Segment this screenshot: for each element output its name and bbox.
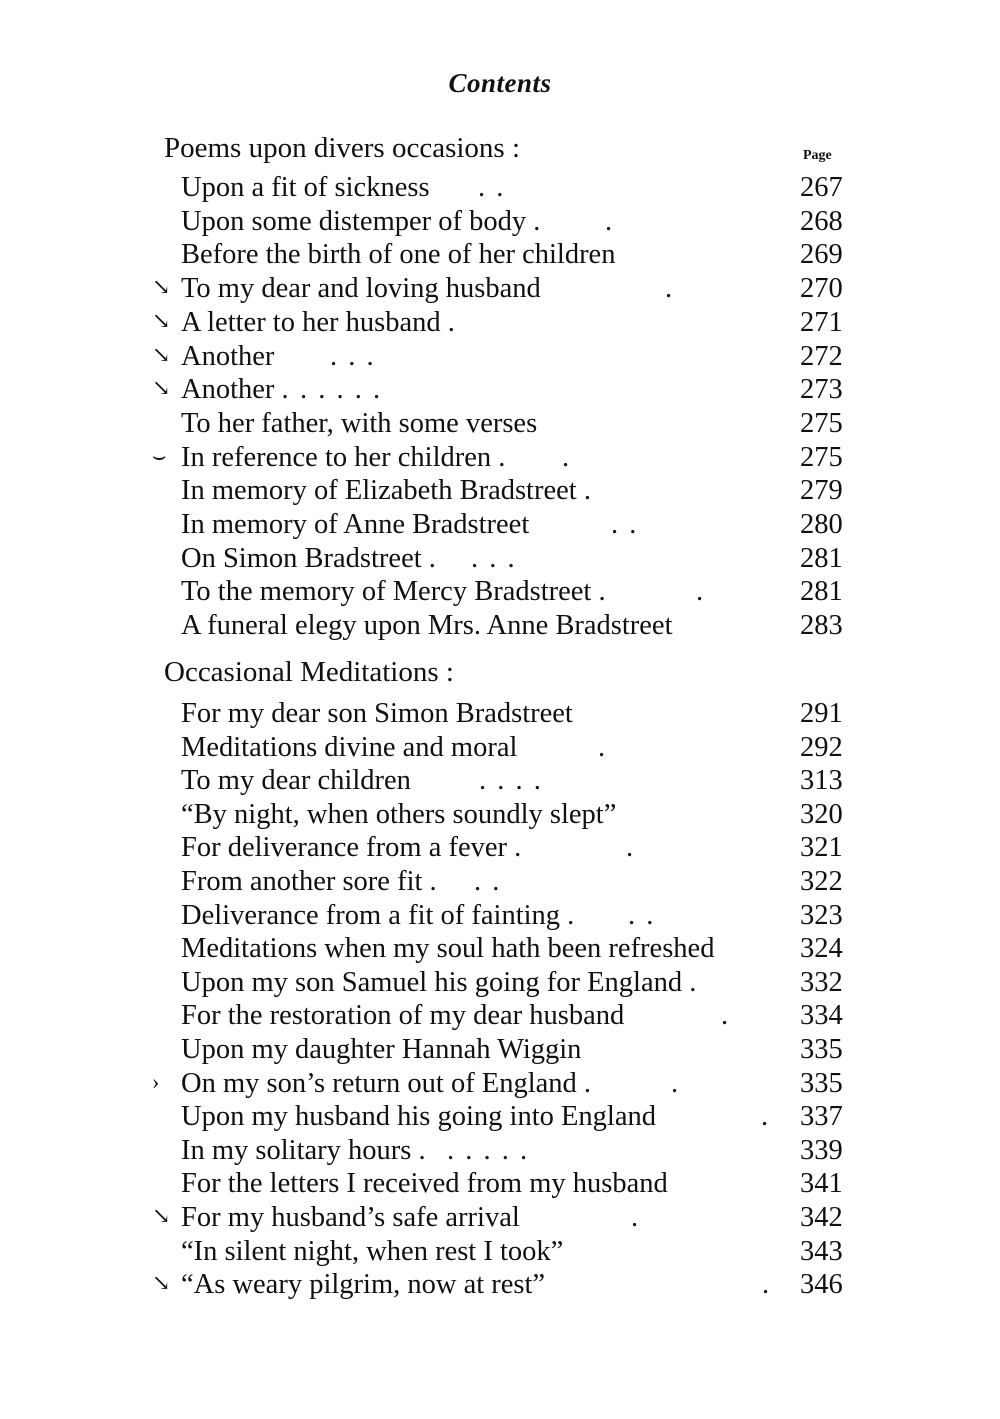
entry-title: In my solitary hours . xyxy=(181,1134,426,1166)
toc-entry xyxy=(150,575,870,609)
entry-title: For the letters I received from my husband xyxy=(181,1168,668,1200)
dot-leader: . . xyxy=(628,899,656,931)
entry-title: For the restoration of my dear husband xyxy=(181,1000,625,1032)
page-number: 291 xyxy=(800,698,843,729)
entry-title: “By night, when others soundly slept” xyxy=(181,798,617,830)
entry-title: On my son’s return out of England . xyxy=(181,1067,592,1099)
dot-leader: . . . xyxy=(471,542,517,574)
dot-leader: . xyxy=(631,1202,641,1233)
toc-entry xyxy=(150,171,870,205)
margin-mark-icon: ↘ xyxy=(152,307,171,333)
toc-entry xyxy=(150,272,870,306)
section-heading-poems: Poems upon divers occasions : xyxy=(164,132,521,164)
entry-title: In memory of Anne Bradstreet xyxy=(181,509,530,540)
toc-entry xyxy=(150,1067,870,1101)
toc-entry xyxy=(150,999,870,1033)
page-number: 269 xyxy=(800,239,843,271)
toc-entry xyxy=(150,542,870,576)
toc-entry xyxy=(150,508,870,542)
page-number: 341 xyxy=(800,1168,843,1200)
page-number: 283 xyxy=(800,610,843,642)
page-number: 332 xyxy=(800,966,843,998)
dot-leader: . . xyxy=(611,509,639,540)
page-number: 281 xyxy=(800,576,843,608)
page-number: 339 xyxy=(800,1134,843,1166)
page-number: 346 xyxy=(800,1269,843,1301)
dot-leader: . . xyxy=(474,866,502,897)
dot-leader: . xyxy=(605,205,615,237)
entry-title: Upon my son Samuel his going for England . xyxy=(181,966,697,998)
toc-entry xyxy=(150,1235,870,1269)
entry-title: A letter to her husband . xyxy=(181,306,455,338)
page-number: 337 xyxy=(800,1101,843,1133)
dot-leader: . . . . . xyxy=(300,374,383,406)
toc-entry xyxy=(150,1268,870,1302)
entry-title: Meditations when my soul hath been refreshed xyxy=(181,933,715,965)
page-number: 313 xyxy=(800,765,843,797)
toc-entry xyxy=(150,441,870,475)
toc-entry xyxy=(150,238,870,272)
toc-entry xyxy=(150,1033,870,1067)
dot-leader: . xyxy=(626,832,636,864)
page-number: 324 xyxy=(800,933,843,965)
entry-title: To the memory of Mercy Bradstreet . xyxy=(181,576,606,608)
toc-entry xyxy=(150,474,870,508)
page-number: 268 xyxy=(800,205,843,237)
dot-leader: . xyxy=(598,731,608,763)
margin-mark-icon: ↘ xyxy=(152,1270,171,1296)
dot-leader: . xyxy=(761,1101,771,1133)
page-number: 275 xyxy=(800,407,843,439)
page-number: 272 xyxy=(800,340,843,372)
dot-leader: . . . . . xyxy=(447,1134,530,1166)
page-number: 280 xyxy=(800,509,843,540)
entry-title: Meditations divine and moral xyxy=(181,731,518,763)
toc-entry xyxy=(150,1134,870,1168)
dot-leader: . xyxy=(696,576,706,608)
toc-entry xyxy=(150,1167,870,1201)
dot-leader: . xyxy=(762,1269,772,1301)
page-number: 270 xyxy=(800,273,843,305)
entry-title: To my dear children xyxy=(181,765,411,797)
page-number: 335 xyxy=(800,1034,843,1065)
page-number: 281 xyxy=(800,542,843,574)
entry-title: Another . xyxy=(181,374,289,406)
dot-leader: . xyxy=(671,1067,681,1099)
page-title: Contents xyxy=(448,68,552,98)
toc-entry xyxy=(150,764,870,798)
entry-title: To her father, with some verses xyxy=(181,407,538,439)
toc-entry xyxy=(150,306,870,340)
margin-mark-icon: ↘ xyxy=(152,341,171,367)
entry-title: On Simon Bradstreet . xyxy=(181,542,436,574)
entry-title: For my dear son Simon Bradstreet xyxy=(181,698,573,729)
page-number: 273 xyxy=(800,374,843,406)
page-number: 292 xyxy=(800,731,843,763)
margin-mark-icon: ↘ xyxy=(152,274,171,300)
page-number: 334 xyxy=(800,1000,843,1032)
toc-entry xyxy=(150,1201,870,1235)
toc-entry xyxy=(150,865,870,899)
dot-leader: . . xyxy=(478,172,506,203)
entry-title: For deliverance from a fever . xyxy=(181,832,522,864)
page-number: 342 xyxy=(800,1202,843,1233)
toc-entry xyxy=(150,373,870,407)
dot-leader: . xyxy=(721,1000,731,1032)
toc-entry xyxy=(150,407,870,441)
margin-mark-icon: ↘ xyxy=(152,1203,171,1228)
dot-leader: . . . . xyxy=(479,765,543,797)
page-number: 335 xyxy=(800,1067,843,1099)
page-number: 267 xyxy=(800,172,843,203)
toc-entry xyxy=(150,205,870,239)
margin-mark-icon: ⌣ xyxy=(152,442,167,468)
entry-title: From another sore fit . xyxy=(181,866,437,897)
entry-title: “As weary pilgrim, now at rest” xyxy=(181,1269,546,1301)
entry-title: Before the birth of one of her children xyxy=(181,239,616,271)
toc-entry xyxy=(150,966,870,1000)
toc-entry xyxy=(150,1100,870,1134)
entry-title: In reference to her children . xyxy=(181,441,506,473)
page-number: 320 xyxy=(800,798,843,830)
toc-entry xyxy=(150,932,870,966)
toc-entry xyxy=(150,831,870,865)
entry-title: Upon my husband his going into England xyxy=(181,1101,656,1133)
dot-leader: . xyxy=(665,273,675,305)
entry-title: Upon some distemper of body . xyxy=(181,205,541,237)
margin-mark-icon: › xyxy=(152,1068,160,1094)
toc-entry xyxy=(150,798,870,832)
dot-leader: . . . xyxy=(330,340,376,372)
section-heading-meditations: Occasional Meditations : xyxy=(164,656,454,688)
entry-title: For my husband’s safe arrival xyxy=(181,1202,520,1233)
entry-title: Upon my daughter Hannah Wiggin xyxy=(181,1034,582,1065)
page-number: 343 xyxy=(800,1235,843,1267)
entry-title: Deliverance from a fit of fainting . xyxy=(181,899,575,931)
toc-entry xyxy=(150,609,870,643)
page-number: 279 xyxy=(800,475,843,507)
page-number: 322 xyxy=(800,866,843,897)
toc-entry xyxy=(150,899,870,933)
entry-title: In memory of Elizabeth Bradstreet . xyxy=(181,475,591,507)
page-number: 271 xyxy=(800,306,843,338)
entry-title: To my dear and loving husband xyxy=(181,273,541,305)
toc-entry xyxy=(150,340,870,374)
page-number: 321 xyxy=(800,832,843,864)
entry-title: “In silent night, when rest I took” xyxy=(181,1235,564,1267)
entry-title: Upon a fit of sickness xyxy=(181,172,430,203)
toc-entry xyxy=(150,731,870,765)
dot-leader: . xyxy=(562,441,572,473)
page-number: 275 xyxy=(800,441,843,473)
entry-title: A funeral elegy upon Mrs. Anne Bradstreet xyxy=(181,610,673,642)
page-column-label: Page xyxy=(803,148,832,163)
page-number: 323 xyxy=(800,899,843,931)
toc-entry xyxy=(150,697,870,731)
margin-mark-icon: ↘ xyxy=(152,375,171,401)
entry-title: Another xyxy=(181,340,275,372)
